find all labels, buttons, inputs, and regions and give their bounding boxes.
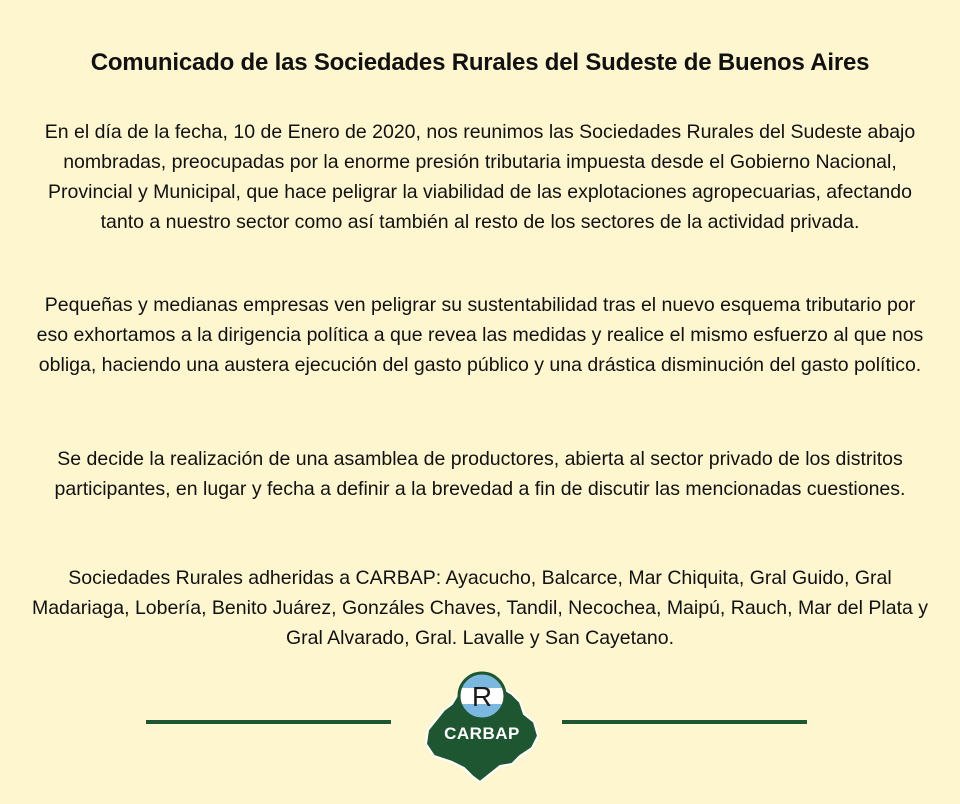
- paragraph-sociedades: Sociedades Rurales adheridas a CARBAP: Ayacucho, Balcarce, Mar Chiquita, Gral Guido, Gral Madariaga, Lobería, Benito Juárez, Gonzáles Chaves, Tandil, Necochea, Maipú, Rauch, Mar del Plata y Gral Alvarado, Gral. Lavalle y San Cayetano.: [31, 567, 929, 649]
- paragraph-pymes: Pequeñas y medianas empresas ven peligrar su sustentabilidad tras el nuevo esquema tributario por eso exhortamos a la dirigencia política a que revea las medidas y realice el mismo esfuerzo al que nos obliga, haciendo una austera ejecución del gasto público y una drástica disminución del gasto político.: [36, 294, 924, 376]
- paragraph-intro: En el día de la fecha, 10 de Enero de 2020, nos reunimos las Sociedades Rurales del Sudeste abajo nombradas, preocupadas por la enorme presión tributaria impuesta desde el Gobierno Nacional, Provincial y Municipal, que hace peligrar la viabilidad de las explotaciones agropecuarias, afectando tanto a nuestro sector como así también al resto de los sectores de la actividad privada.: [44, 121, 916, 233]
- divider-left: [146, 720, 391, 724]
- logo-text: CARBAP: [444, 724, 520, 743]
- carbap-logo-icon: [420, 664, 544, 786]
- divider-right: [562, 720, 807, 724]
- page-title: Comunicado de las Sociedades Rurales del Sudeste de Buenos Aires: [90, 49, 870, 76]
- paragraph-asamblea: Se decide la realización de una asamblea de productores, abierta al sector privado de los distritos participantes, en lugar y fecha a definir a la brevedad a fin de discutir las mencionadas cuestiones.: [54, 448, 906, 500]
- logo-letter: R: [471, 681, 493, 712]
